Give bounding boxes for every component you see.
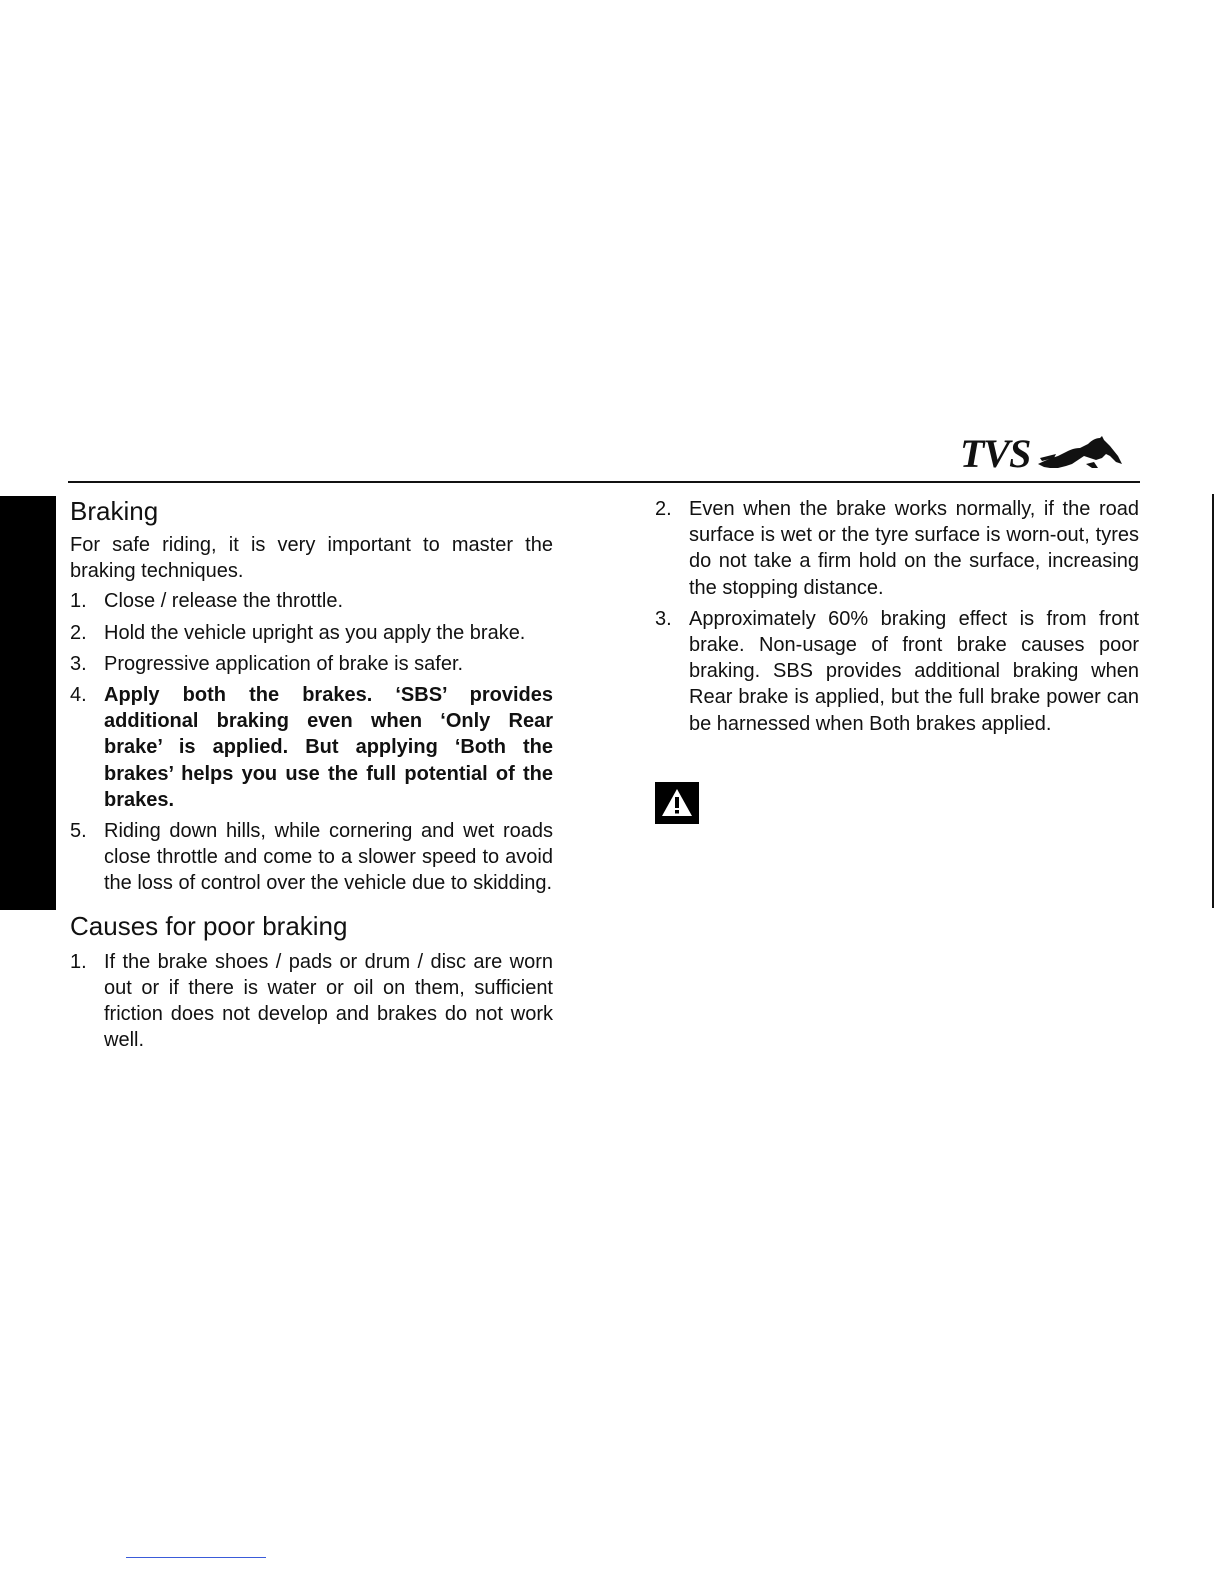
list-number: 2.	[655, 498, 672, 520]
horse-logo-icon	[1036, 434, 1126, 474]
list-text: Even when the brake works normally, if the road surface is wet or the tyre surface is worn-out, tyres do not take a firm hold on the surface, increasing the stopping distance.	[689, 498, 1139, 599]
list-item	[70, 682, 553, 813]
logo-text: TVS	[960, 431, 1031, 476]
right-column	[655, 496, 1139, 742]
list-number: 1.	[70, 950, 87, 973]
list-text-bold: Apply both the brakes. ‘SBS’ provides additional braking even when ‘Only Rear brake’ is applied. But applying ‘Both the brakes’ helps you use the full potential of the brakes.	[104, 684, 553, 811]
list-item	[70, 949, 553, 1054]
left-column	[70, 494, 553, 1058]
list-number: 5.	[70, 820, 87, 843]
page-edge-line	[1212, 494, 1214, 908]
list-item	[655, 606, 1139, 737]
list-item	[655, 496, 1139, 601]
list-item	[70, 651, 553, 677]
list-number: 4.	[70, 684, 87, 707]
footer-link-underline	[126, 1557, 266, 1558]
list-text: Hold the vehicle upright as you apply the brake.	[104, 621, 526, 644]
list-text: Close / release the throttle.	[104, 590, 344, 613]
causes-heading: Causes for poor braking	[70, 910, 348, 941]
header-rule	[68, 481, 1140, 483]
braking-heading: Braking	[70, 496, 159, 526]
list-item	[70, 588, 553, 614]
braking-intro: For safe riding, it is very important to master the braking techniques.	[70, 534, 553, 583]
list-number: 2.	[70, 621, 87, 644]
list-item	[70, 818, 553, 897]
list-number: 1.	[70, 590, 87, 613]
warning-triangle-icon	[655, 782, 699, 824]
section-side-tab	[0, 496, 56, 910]
list-item	[70, 620, 553, 646]
list-text: If the brake shoes / pads or drum / disc are worn out or if there is water or oil on them, sufficient friction does not develop and brakes do not work well.	[104, 950, 553, 1052]
list-text: Riding down hills, while cornering and wet roads close throttle and come to a slower speed to avoid the loss of control over the vehicle due to skidding.	[104, 820, 553, 895]
list-text: Progressive application of brake is safer.	[104, 652, 464, 675]
tvs-logo	[960, 432, 1126, 476]
list-text: Approximately 60% braking effect is from front brake. Non-usage of front brake causes poor braking. SBS provides additional braking when Rear brake is applied, but the full brake power can be harnessed when Both brakes applied.	[689, 607, 1139, 735]
list-number: 3.	[655, 607, 672, 630]
causes-list-continued	[655, 496, 1139, 737]
list-number: 3.	[70, 652, 87, 675]
braking-list	[70, 588, 553, 896]
warning-glyph-icon	[660, 787, 694, 819]
causes-list	[70, 949, 553, 1054]
